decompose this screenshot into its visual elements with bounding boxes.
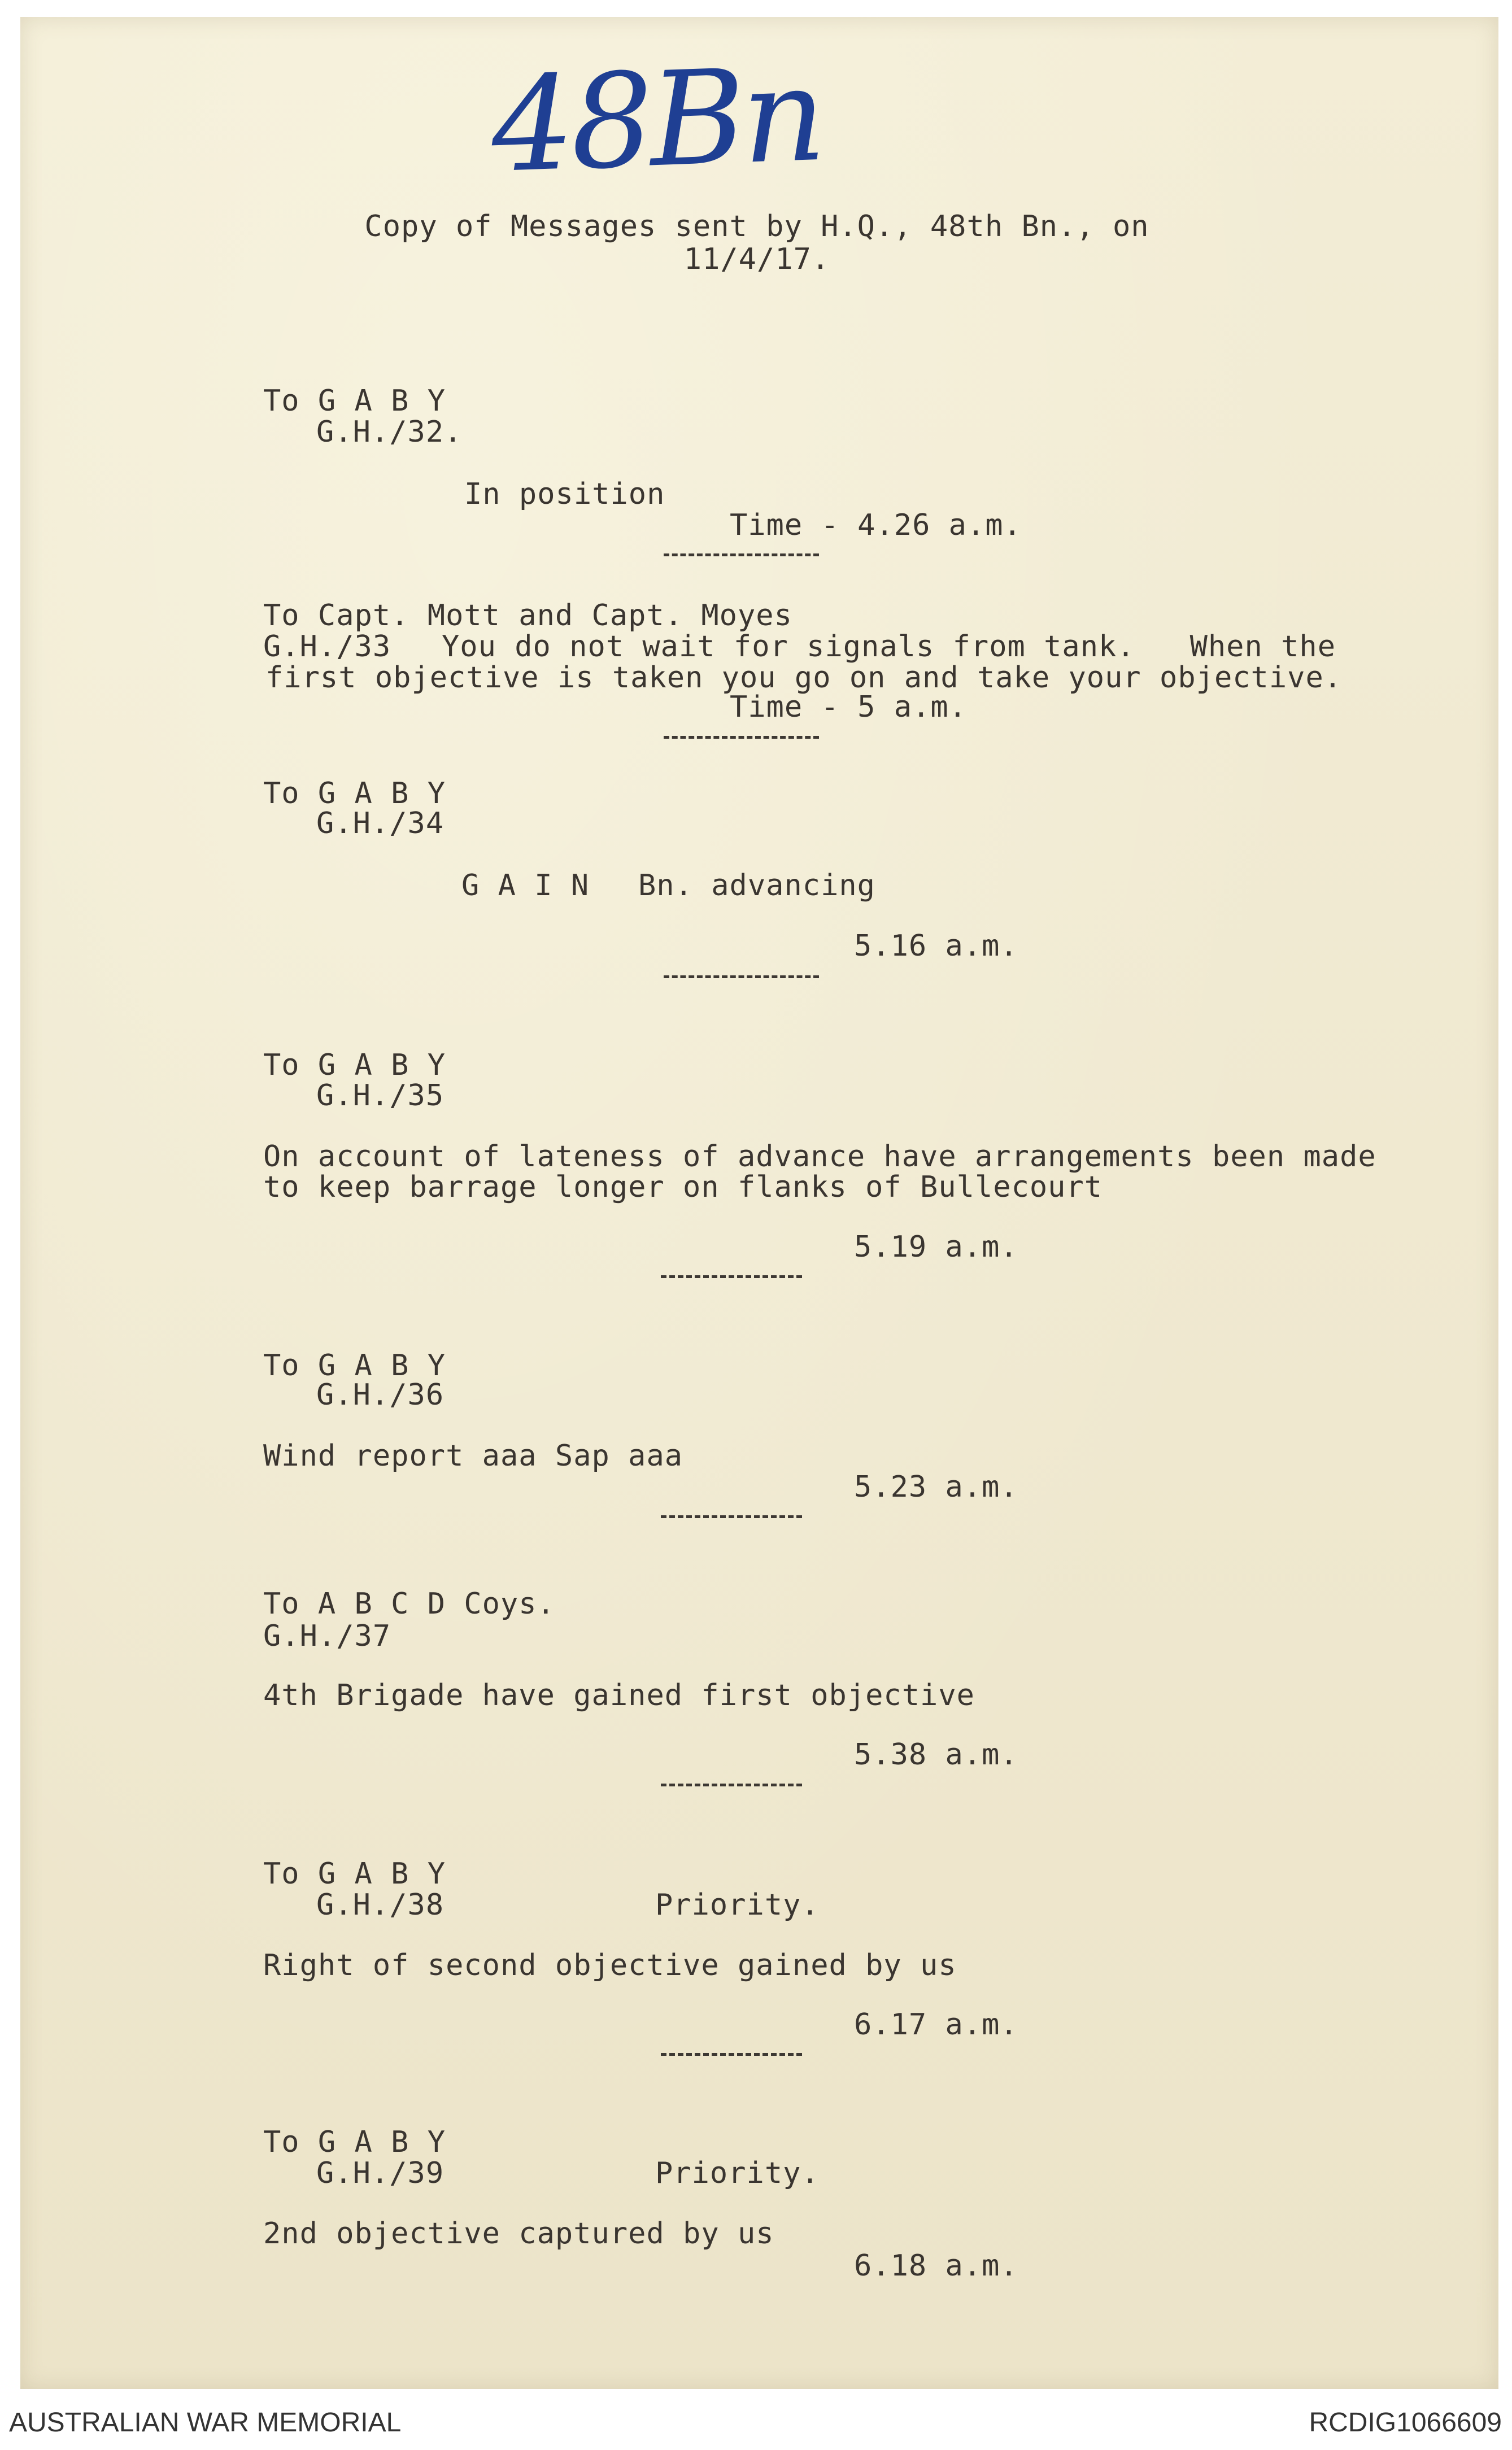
message-36-time: 5.23 a.m.	[854, 1470, 1018, 1504]
message-39-body: 2nd objective captured by us	[263, 2217, 774, 2251]
message-34-to: To G A B Y	[263, 777, 446, 810]
message-38-to: To G A B Y	[263, 1857, 446, 1891]
message-34-time: 5.16 a.m.	[854, 929, 1018, 963]
message-35-to: To G A B Y	[263, 1048, 446, 1082]
message-38-ref: G.H./38	[316, 1888, 445, 1922]
footer-catalog-id: RCDIG1066609	[1309, 2408, 1502, 2438]
message-34-gain: G A I N	[461, 869, 590, 903]
divider	[661, 1275, 802, 1278]
message-38-time: 6.17 a.m.	[854, 2008, 1018, 2042]
message-37-ref: G.H./37	[263, 1619, 391, 1653]
message-32-body: In position	[464, 477, 665, 511]
message-36-ref: G.H./36	[316, 1378, 445, 1412]
message-34-ref: G.H./34	[316, 807, 445, 840]
divider	[661, 2053, 802, 2056]
message-34-body: Bn. advancing	[638, 869, 875, 903]
divider	[664, 975, 819, 978]
message-33-to: To Capt. Mott and Capt. Moyes	[263, 599, 792, 633]
message-33-ref: G.H./33	[263, 630, 391, 664]
message-32-ref: G.H./32.	[316, 415, 463, 449]
divider	[661, 1515, 802, 1518]
message-38-priority: Priority.	[655, 1888, 820, 1922]
message-39-to: To G A B Y	[263, 2125, 446, 2159]
message-37-time: 5.38 a.m.	[854, 1738, 1018, 1772]
message-37-to: To A B C D Coys.	[263, 1587, 555, 1621]
message-33-body-line-2: first objective is taken you go on and take your objective.	[265, 661, 1343, 695]
message-35-body-line-2: to keep barrage longer on flanks of Bullecourt	[263, 1170, 1103, 1204]
message-36-body: Wind report aaa Sap aaa	[263, 1439, 683, 1473]
message-39-priority: Priority.	[655, 2156, 820, 2190]
divider	[664, 736, 819, 739]
title-line-1: Copy of Messages sent by H.Q., 48th Bn., on	[364, 210, 1149, 243]
footer-institution: AUSTRALIAN WAR MEMORIAL	[9, 2408, 402, 2438]
message-35-ref: G.H./35	[316, 1079, 445, 1113]
message-32-time: Time - 4.26 a.m.	[730, 508, 1022, 542]
message-33-body-line-1: You do not wait for signals from tank. When the	[442, 630, 1336, 664]
message-32-to: To G A B Y	[263, 384, 446, 418]
divider	[664, 553, 819, 556]
message-39-ref: G.H./39	[316, 2156, 445, 2190]
message-38-body: Right of second objective gained by us	[263, 1948, 957, 1982]
message-39-time: 6.18 a.m.	[854, 2249, 1018, 2283]
handwritten-annotation: 48Bn	[489, 39, 825, 202]
document-title	[333, 210, 1180, 276]
message-37-body: 4th Brigade have gained first objective	[263, 1679, 975, 1712]
message-33-time: Time - 5 a.m.	[730, 690, 967, 724]
message-35-body-line-1: On account of lateness of advance have arrangements been made	[263, 1140, 1376, 1174]
title-line-2: 11/4/17.	[683, 242, 830, 276]
message-35-time: 5.19 a.m.	[854, 1230, 1018, 1264]
divider	[661, 1784, 802, 1786]
message-36-to: To G A B Y	[263, 1349, 446, 1383]
